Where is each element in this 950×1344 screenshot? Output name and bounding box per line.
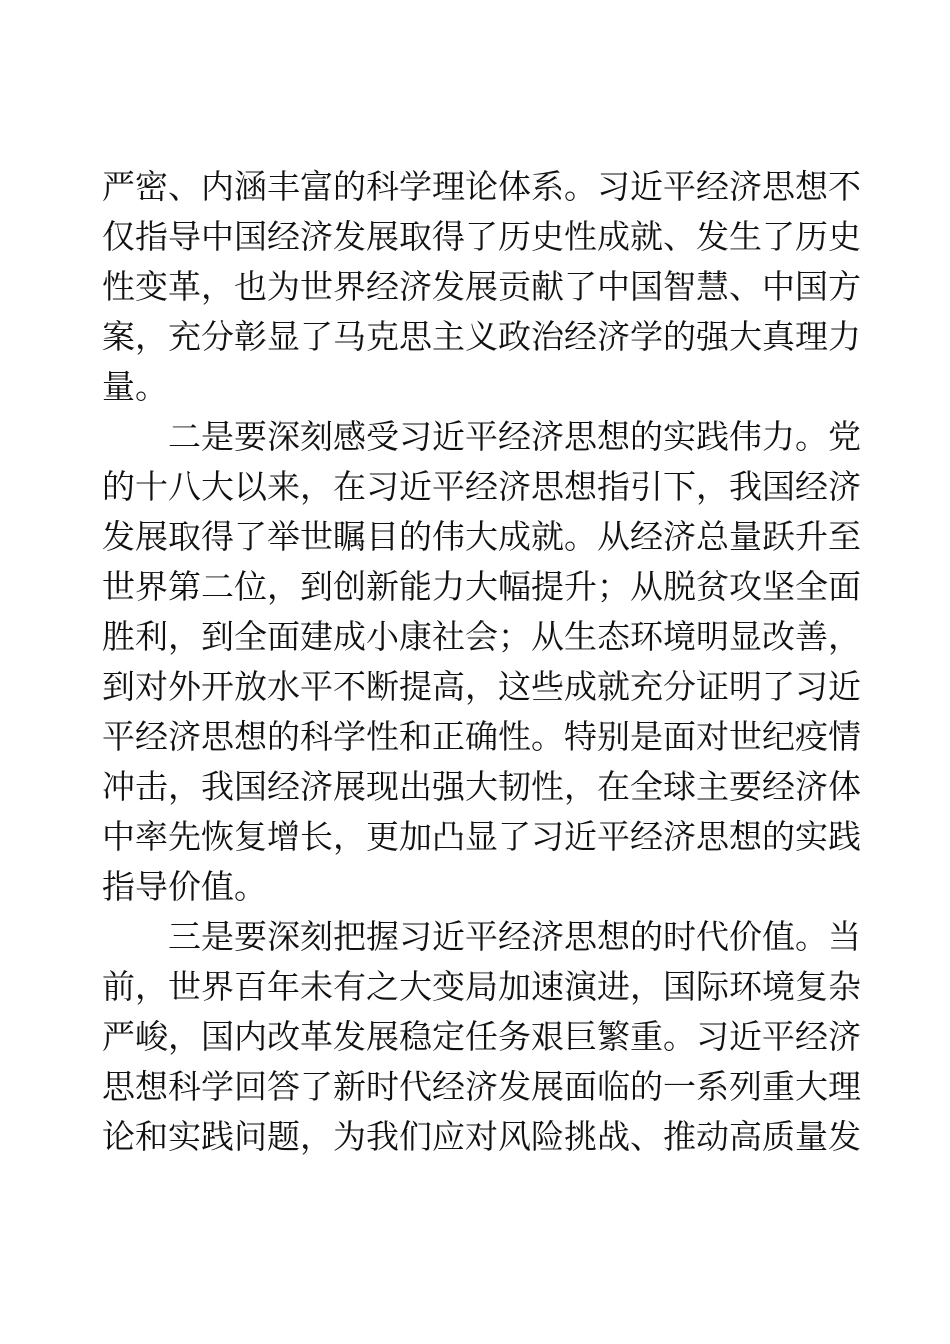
text-line: 思想科学回答了新时代经济发展面临的一系列重大理 bbox=[102, 1067, 861, 1106]
text-line: 量。 bbox=[102, 367, 168, 406]
text-line: 严密、内涵丰富的科学理论体系。习近平经济思想不 bbox=[102, 167, 861, 206]
text-line: 到对外开放水平不断提高，这些成就充分证明了习近 bbox=[102, 667, 861, 706]
text-line: 平经济思想的科学性和正确性。特别是面对世纪疫情 bbox=[102, 717, 861, 756]
text-line: 世界第二位，到创新能力大幅提升；从脱贫攻坚全面 bbox=[102, 567, 861, 606]
text-line: 案，充分彰显了马克思主义政治经济学的强大真理力 bbox=[102, 317, 861, 356]
text-line: 中率先恢复增长，更加凸显了习近平经济思想的实践 bbox=[102, 817, 861, 856]
text-line: 性变革，也为世界经济发展贡献了中国智慧、中国方 bbox=[102, 267, 861, 306]
text-line: 发展取得了举世瞩目的伟大成就。从经济总量跃升至 bbox=[102, 517, 861, 556]
text-line: 严峻，国内改革发展稳定任务艰巨繁重。习近平经济 bbox=[102, 1017, 861, 1056]
paragraph-first-line: 二是要深刻感受习近平经济思想的实践伟力。党 bbox=[168, 417, 861, 456]
text-line: 冲击，我国经济展现出强大韧性，在全球主要经济体 bbox=[102, 767, 861, 806]
text-line: 前，世界百年未有之大变局加速演进，国际环境复杂 bbox=[102, 967, 861, 1006]
text-line: 仅指导中国经济发展取得了历史性成就、发生了历史 bbox=[102, 217, 861, 256]
text-line: 指导价值。 bbox=[102, 867, 267, 906]
text-line: 胜利，到全面建成小康社会；从生态环境明显改善， bbox=[102, 617, 861, 656]
text-line: 论和实践问题，为我们应对风险挑战、推动高质量发 bbox=[102, 1117, 861, 1156]
paragraph-first-line: 三是要深刻把握习近平经济思想的时代价值。当 bbox=[168, 917, 861, 956]
text-line: 的十八大以来，在习近平经济思想指引下，我国经济 bbox=[102, 467, 861, 506]
